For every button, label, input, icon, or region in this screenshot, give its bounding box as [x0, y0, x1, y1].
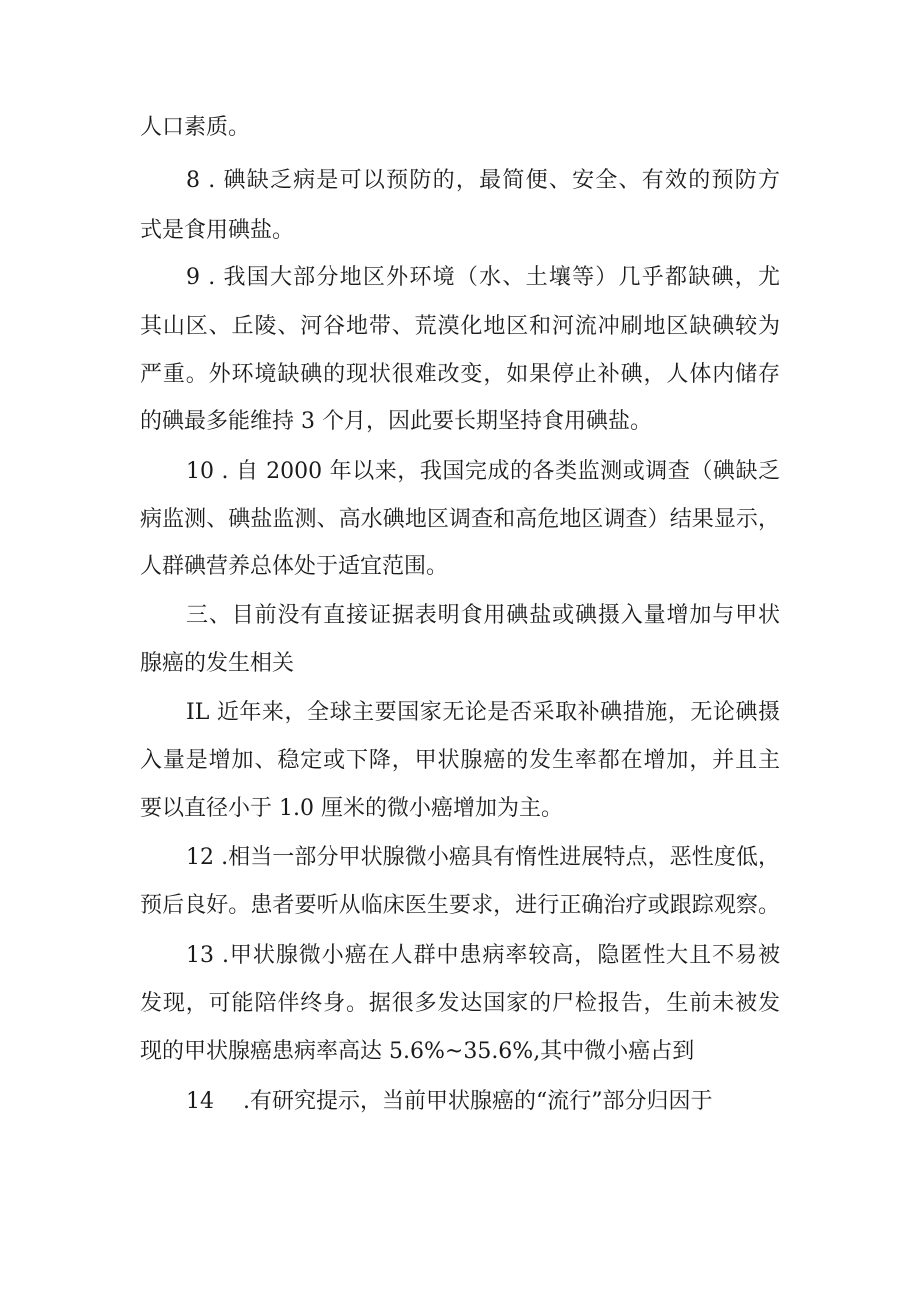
paragraph-13-line-1: [0, 932, 920, 980]
line-text: 要以直径小于 1.0 厘米的微小癌增加为主。: [140, 796, 563, 821]
paragraph-13-line-2: [0, 980, 920, 1028]
line-text: 9 . 我国大部分地区外环境（水、土壤等）几乎都缺碘，尤: [186, 265, 780, 290]
line-text: 其山区、丘陵、河谷地带、荒漠化地区和河流冲刷地区缺碘较为: [140, 314, 780, 339]
paragraph-13-line-3: [0, 1028, 920, 1076]
paragraph-10-line-2: [0, 496, 920, 544]
paragraph-12-line-1: [0, 834, 920, 882]
paragraph-10-line-1: [0, 448, 920, 496]
paragraph-8-line-1: [0, 157, 920, 205]
section-heading-text: 腺癌的发生相关: [140, 651, 295, 676]
text-line: [0, 104, 920, 152]
line-text: 式是食用碘盐。: [140, 218, 295, 243]
paragraph-14-line-1: [0, 1078, 920, 1126]
line-text: 14 .有研究提示，当前甲状腺癌的“流行”部分归因于: [186, 1089, 713, 1114]
section-heading-line-2: [0, 640, 920, 688]
line-text: 人口素质。: [140, 115, 251, 140]
section-heading-line-1: [0, 592, 920, 640]
line-text: 预后良好。患者要听从临床医生要求，进行正确治疗或跟踪观察。: [140, 893, 780, 918]
paragraph-9-line-4: [0, 398, 920, 446]
line-text: 12 .相当一部分甲状腺微小癌具有惰性进展特点，恶性度低，: [186, 845, 780, 870]
paragraph-9-line-2: [0, 303, 920, 351]
line-text: 的碘最多能维持 3 个月，因此要长期坚持食用碘盐。: [140, 409, 652, 434]
line-text: 发现，可能陪伴终身。据很多发达国家的尸检报告，生前未被发: [140, 991, 780, 1016]
paragraph-9-line-1: [0, 254, 920, 302]
line-text: 10 . 自 2000 年以来，我国完成的各类监测或调查（碘缺乏: [186, 459, 780, 484]
line-text: 13 .甲状腺微小癌在人群中患病率较高，隐匿性大且不易被: [186, 943, 780, 968]
line-text: 严重。外环境缺碘的现状很难改变，如果停止补碘，人体内储存: [140, 362, 780, 387]
paragraph-12-line-2: [0, 882, 920, 930]
paragraph-10-line-3: [0, 543, 920, 591]
paragraph-11-line-3: [0, 785, 920, 833]
line-text: IL 近年来，全球主要国家无论是否采取补碘措施，无论碘摄: [186, 700, 780, 725]
line-text: 8 . 碘缺乏病是可以预防的，最简便、安全、有效的预防方: [186, 168, 780, 193]
paragraph-9-line-3: [0, 351, 920, 399]
paragraph-8-line-2: [0, 207, 920, 255]
line-text: 入量是增加、稳定或下降，甲状腺癌的发生率都在增加，并且主: [140, 748, 780, 773]
line-text: 现的甲状腺癌患病率高达 5.6%~35.6%,其中微小癌占到: [140, 1039, 695, 1064]
paragraph-11-line-2: [0, 737, 920, 785]
paragraph-11-line-1: [0, 689, 920, 737]
line-text: 病监测、碘盐监测、高水碘地区调查和高危地区调查）结果显示，: [140, 507, 780, 532]
section-heading-text: 三、目前没有直接证据表明食用碘盐或碘摄入量增加与甲状: [186, 603, 780, 628]
line-text: 人群碘营养总体处于适宜范围。: [140, 554, 449, 579]
